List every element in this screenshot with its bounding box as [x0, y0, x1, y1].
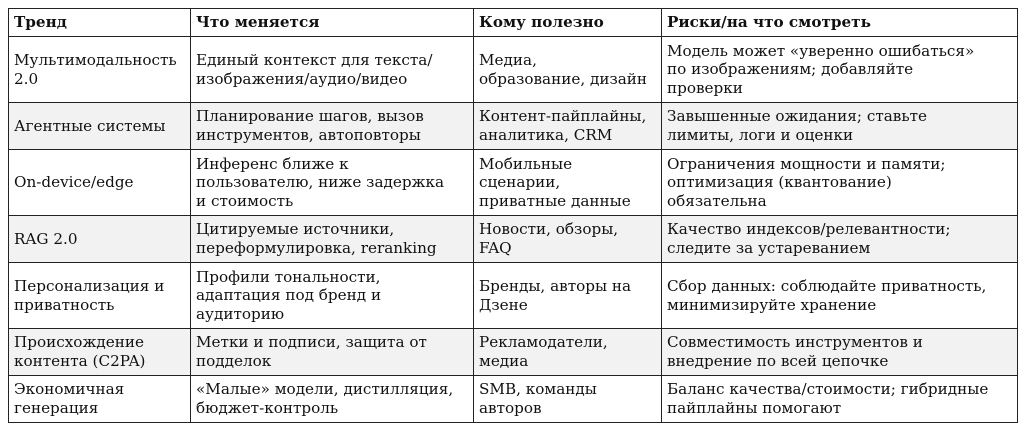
cell-trend: RAG 2.0: [9, 216, 191, 263]
cell-risks: Баланс качества/стоимости; гибридные пайплайны помогают: [662, 376, 1018, 423]
cell-risks: Модель может «уверенно ошибаться» по изображениям; добавляйте проверки: [662, 37, 1018, 103]
cell-trend: Агентные системы: [9, 103, 191, 150]
cell-risks: Завышенные ожидания; ставьте лимиты, логи и оценки: [662, 103, 1018, 150]
cell-who-benefits: Бренды, авторы на Дзене: [474, 263, 662, 329]
cell-trend: Происхождение контента (C2PA): [9, 329, 191, 376]
cell-who-benefits: Рекламодатели, медиа: [474, 329, 662, 376]
table-row: [9, 263, 1018, 329]
cell-risks: Совместимость инструментов и внедрение по всей цепочке: [662, 329, 1018, 376]
header-trend: Тренд: [9, 9, 191, 37]
cell-who-benefits: Мобильные сценарии, приватные данные: [474, 150, 662, 216]
header-what-changes: Что меняется: [191, 9, 474, 37]
cell-what-changes: Профили тональности, адаптация под бренд и аудиторию: [191, 263, 474, 329]
cell-what-changes: Метки и подписи, защита от подделок: [191, 329, 474, 376]
cell-what-changes: Цитируемые источники, переформулировка, reranking: [191, 216, 474, 263]
cell-trend: On-device/edge: [9, 150, 191, 216]
table-header-row: [9, 9, 1018, 37]
cell-who-benefits: Контент-пайплайны, аналитика, CRM: [474, 103, 662, 150]
header-who-benefits: Кому полезно: [474, 9, 662, 37]
cell-trend: Мультимодальность 2.0: [9, 37, 191, 103]
table-row: [9, 150, 1018, 216]
cell-what-changes: «Малые» модели, дистилляция, бюджет-контроль: [191, 376, 474, 423]
table-row: [9, 216, 1018, 263]
cell-who-benefits: SMB, команды авторов: [474, 376, 662, 423]
cell-who-benefits: Медиа, образование, дизайн: [474, 37, 662, 103]
cell-trend: Персонализация и приватность: [9, 263, 191, 329]
table-row: [9, 329, 1018, 376]
cell-risks: Сбор данных: соблюдайте приватность, минимизируйте хранение: [662, 263, 1018, 329]
cell-who-benefits: Новости, обзоры, FAQ: [474, 216, 662, 263]
cell-what-changes: Планирование шагов, вызов инструментов, автоповторы: [191, 103, 474, 150]
cell-trend: Экономичная генерация: [9, 376, 191, 423]
cell-what-changes: Единый контекст для текста/ изображения/аудио/видео: [191, 37, 474, 103]
trends-table-container: [8, 8, 1018, 423]
table-row: [9, 103, 1018, 150]
cell-what-changes: Инференс ближе к пользователю, ниже задержка и стоимость: [191, 150, 474, 216]
cell-risks: Качество индексов/релевантности; следите за устареванием: [662, 216, 1018, 263]
cell-risks: Ограничения мощности и памяти; оптимизация (квантование) обязательна: [662, 150, 1018, 216]
table-row: [9, 376, 1018, 423]
table-row: [9, 37, 1018, 103]
header-risks: Риски/на что смотреть: [662, 9, 1018, 37]
trends-table: [8, 8, 1018, 423]
